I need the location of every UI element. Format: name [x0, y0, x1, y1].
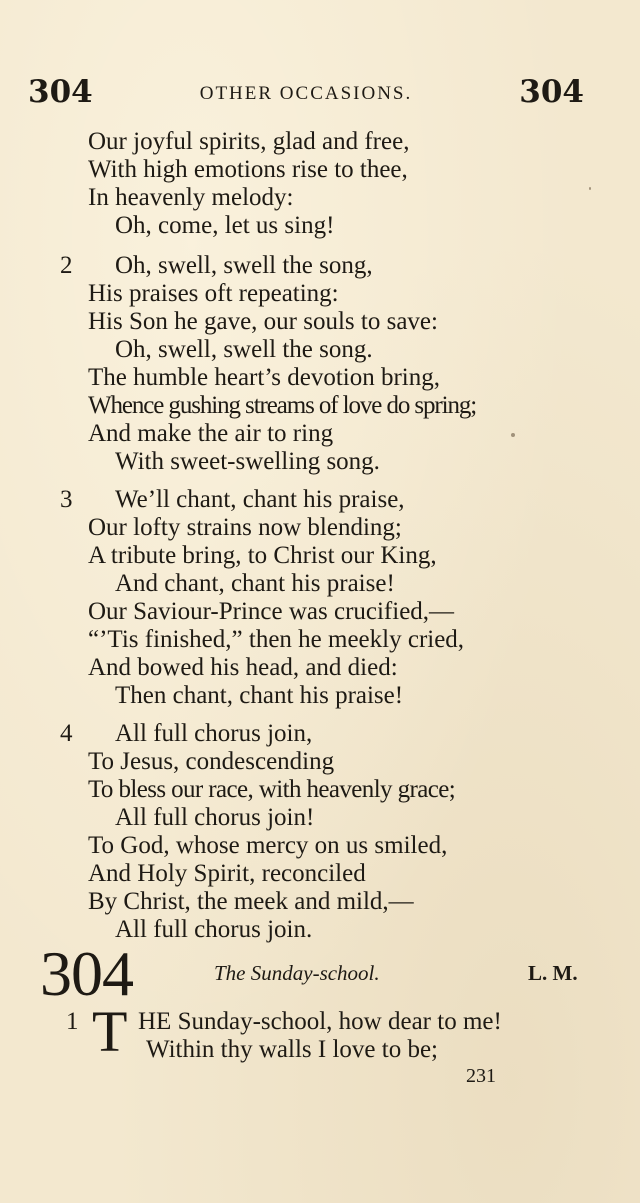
paper-speck — [511, 433, 515, 437]
verse-line: His praises oft repeating: — [88, 280, 339, 307]
verse-line: We’ll chant, chant his praise, — [115, 486, 405, 513]
verse-line: In heavenly melody: — [88, 184, 294, 211]
hymn-number: 304 — [40, 938, 133, 1009]
verse-line: All full chorus join, — [115, 720, 313, 747]
stanza-number: 1 — [66, 1008, 79, 1035]
verse-line: Whence gushing streams of love do spring; — [88, 392, 477, 419]
folio-number: 231 — [466, 1065, 496, 1087]
paper-speck — [589, 187, 591, 190]
verse-line: Our Saviour-Prince was crucified,— — [88, 598, 455, 625]
verse-line: All full chorus join! — [115, 804, 315, 831]
verse-line: HE Sunday-school, how dear to me! — [138, 1008, 502, 1035]
verse-line: His Son he gave, our souls to save: — [88, 308, 438, 335]
hymn-meter: L. M. — [528, 961, 578, 985]
verse-line: Oh, swell, swell the song, — [115, 252, 373, 279]
drop-cap: T — [92, 999, 128, 1064]
verse-line: “’Tis finished,” then he meekly cried, — [88, 626, 465, 653]
verse-line: And chant, chant his praise! — [115, 570, 395, 597]
verse-line: A tribute bring, to Christ our King, — [88, 542, 437, 569]
verse-line: To Jesus, condescending — [88, 748, 335, 775]
hymn-title: The Sunday-school. — [214, 961, 380, 985]
page-number-right: 304 — [519, 74, 584, 110]
running-header — [28, 74, 584, 114]
section-title: OTHER OCCASIONS. — [199, 83, 413, 104]
verse-line: To God, whose mercy on us smiled, — [88, 832, 448, 859]
verse-line: Oh, swell, swell the song. — [115, 336, 373, 363]
stanza-number: 3 — [60, 486, 73, 513]
verse-line: All full chorus join. — [115, 916, 313, 943]
verse-line: Our joyful spirits, glad and free, — [88, 128, 410, 155]
page-number-left: 304 — [28, 74, 93, 110]
verse-line: By Christ, the meek and mild,— — [88, 888, 414, 915]
stanza-number: 4 — [60, 720, 73, 747]
verse-line: And bowed his head, and died: — [88, 654, 398, 681]
verse-line: Then chant, chant his praise! — [115, 682, 404, 709]
verse-line: Our lofty strains now blending; — [88, 514, 402, 541]
verse-line: Oh, come, let us sing! — [115, 212, 335, 239]
verse-line: To bless our race, with heavenly grace; — [88, 776, 456, 803]
verse-line: With sweet-swelling song. — [115, 448, 380, 475]
stanza-number: 2 — [60, 252, 73, 279]
verse-line: And make the air to ring — [88, 420, 334, 447]
verse-line: The humble heart’s devotion bring, — [88, 364, 441, 391]
verse-line: With high emotions rise to thee, — [88, 156, 408, 183]
verse-line: And Holy Spirit, reconciled — [88, 860, 366, 887]
verse-line: Within thy walls I love to be; — [146, 1036, 439, 1063]
